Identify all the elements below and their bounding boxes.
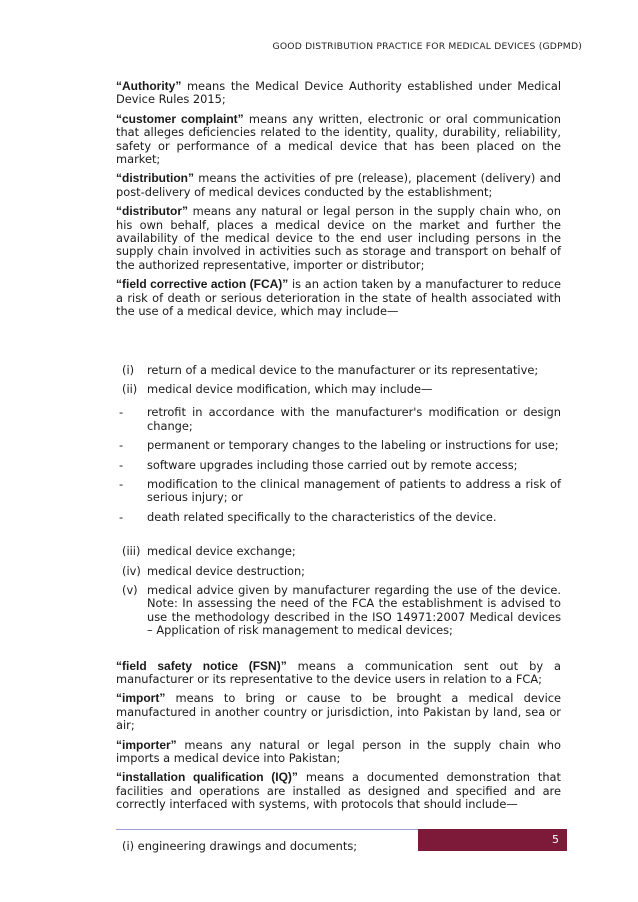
definition-text: means a documented demonstration that facilities and operations are installed as designed and specified and are correctly interfaced with systems, with protocols that should include—: [116, 770, 561, 812]
list-item: [116, 511, 561, 524]
list-item: [116, 459, 561, 472]
list-text: modification to the clinical management of patients to address a risk of serious injury; or: [147, 476, 561, 505]
definition-text: means the activities of pre (release), placement (delivery) and post-delivery of medical devices conducted by the establishment;: [116, 171, 561, 199]
dash-bullet: -: [119, 405, 124, 420]
definition-term: “distribution”: [116, 171, 194, 186]
list-text: medical advice given by manufacturer regarding the use of the device. Note: In assessing the need of the FCA the establishment is advised to use the methodology described in the ISO 14971:2007 Medical devices – Application of risk management to medical devices;: [147, 582, 561, 638]
list-text: engineering drawings and documents;: [134, 838, 358, 853]
definition-text: means any natural or legal person in the supply chain who, on his own behalf, places a medical device on the market and further the availability of the medical device to the end user including persons in the supply chain involved in activities such as storage and transport on behalf of the authorized representative, importer or distributor;: [116, 204, 561, 272]
list-text: death related specifically to the characteristics of the device.: [147, 509, 497, 524]
definition-term: “import”: [116, 691, 166, 706]
definition-text: means any written, electronic or oral communication that alleges deficiencies related to the identity, quality, durability, reliability, safety or performance of a medical device that has been placed on the market;: [116, 111, 561, 167]
definition-term: “distributor”: [116, 204, 188, 219]
definition-text: is an action taken by a manufacturer to reduce a risk of death or serious deterioration in the state of health associated with the use of a medical device, which may include—: [116, 277, 562, 319]
definitions-block-1: [116, 80, 561, 319]
list-item: [116, 478, 561, 505]
definition-term: “customer complaint”: [116, 111, 244, 126]
dash-bullet: -: [119, 457, 124, 472]
definition-text: means any natural or legal person in the supply chain who imports a medical device into Pakistan;: [116, 737, 561, 766]
list-number: (iii): [122, 544, 141, 559]
definition-term: “field corrective action (FCA)”: [116, 277, 289, 292]
definition-fsn: [116, 660, 561, 687]
list-text: medical device modification, which may include—: [147, 381, 433, 396]
list-item: [116, 383, 561, 396]
list-item: [116, 565, 561, 578]
definition-customer-complaint: [116, 113, 561, 167]
definition-fca: [116, 278, 561, 318]
list-number: (i): [122, 838, 135, 853]
list-item: [116, 364, 561, 377]
definition-distributor: [116, 205, 561, 272]
list-text: permanent or temporary changes to the labeling or instructions for use;: [147, 438, 559, 453]
definition-term: “importer”: [116, 737, 177, 752]
list-item: [116, 584, 561, 638]
fca-dash-list: [116, 406, 561, 524]
list-item: [116, 545, 561, 558]
dash-bullet: -: [119, 438, 124, 453]
definition-import: [116, 692, 561, 732]
definition-text: means a communication sent out by a manufacturer or its representative to the device users in relation to a FCA;: [116, 658, 561, 686]
page-content: [116, 80, 561, 859]
definition-text: means the Medical Device Authority established under Medical Device Rules 2015;: [116, 79, 561, 107]
fca-list-a: [116, 364, 561, 397]
dash-bullet: -: [119, 476, 124, 491]
list-number: (ii): [122, 381, 138, 396]
list-text: return of a medical device to the manufacturer or its representative;: [147, 362, 539, 377]
definition-term: “Authority”: [116, 79, 182, 93]
list-number: (v): [122, 582, 138, 597]
list-number: (iv): [122, 563, 141, 578]
definition-term: “field safety notice (FSN)”: [116, 658, 287, 673]
list-number: (i): [122, 362, 135, 377]
definition-authority: [116, 80, 561, 107]
definition-importer: [116, 739, 561, 766]
list-item: [116, 439, 561, 452]
list-text: software upgrades including those carried out by remote access;: [147, 457, 518, 472]
definition-distribution: [116, 172, 561, 199]
dash-bullet: -: [119, 509, 124, 524]
definitions-block-2: [116, 660, 561, 812]
definition-iq: [116, 771, 561, 811]
list-text: retrofit in accordance with the manufacturer's modification or design change;: [147, 405, 561, 433]
running-header: GOOD DISTRIBUTION PRACTICE FOR MEDICAL DEVICES (GDPMD): [272, 41, 582, 52]
list-item: [116, 406, 561, 433]
page-number-box: [418, 829, 567, 851]
list-text: medical device exchange;: [147, 544, 296, 559]
definition-text: means to bring or cause to be brought a medical device manufactured in another country or jurisdiction, into Pakistan by land, sea or air;: [116, 691, 561, 733]
page-number: 5: [552, 833, 559, 846]
footer-rule: [116, 829, 418, 830]
fca-list-b: [116, 545, 561, 637]
list-text: medical device destruction;: [147, 563, 306, 578]
definition-term: “installation qualification (IQ)”: [116, 770, 298, 785]
